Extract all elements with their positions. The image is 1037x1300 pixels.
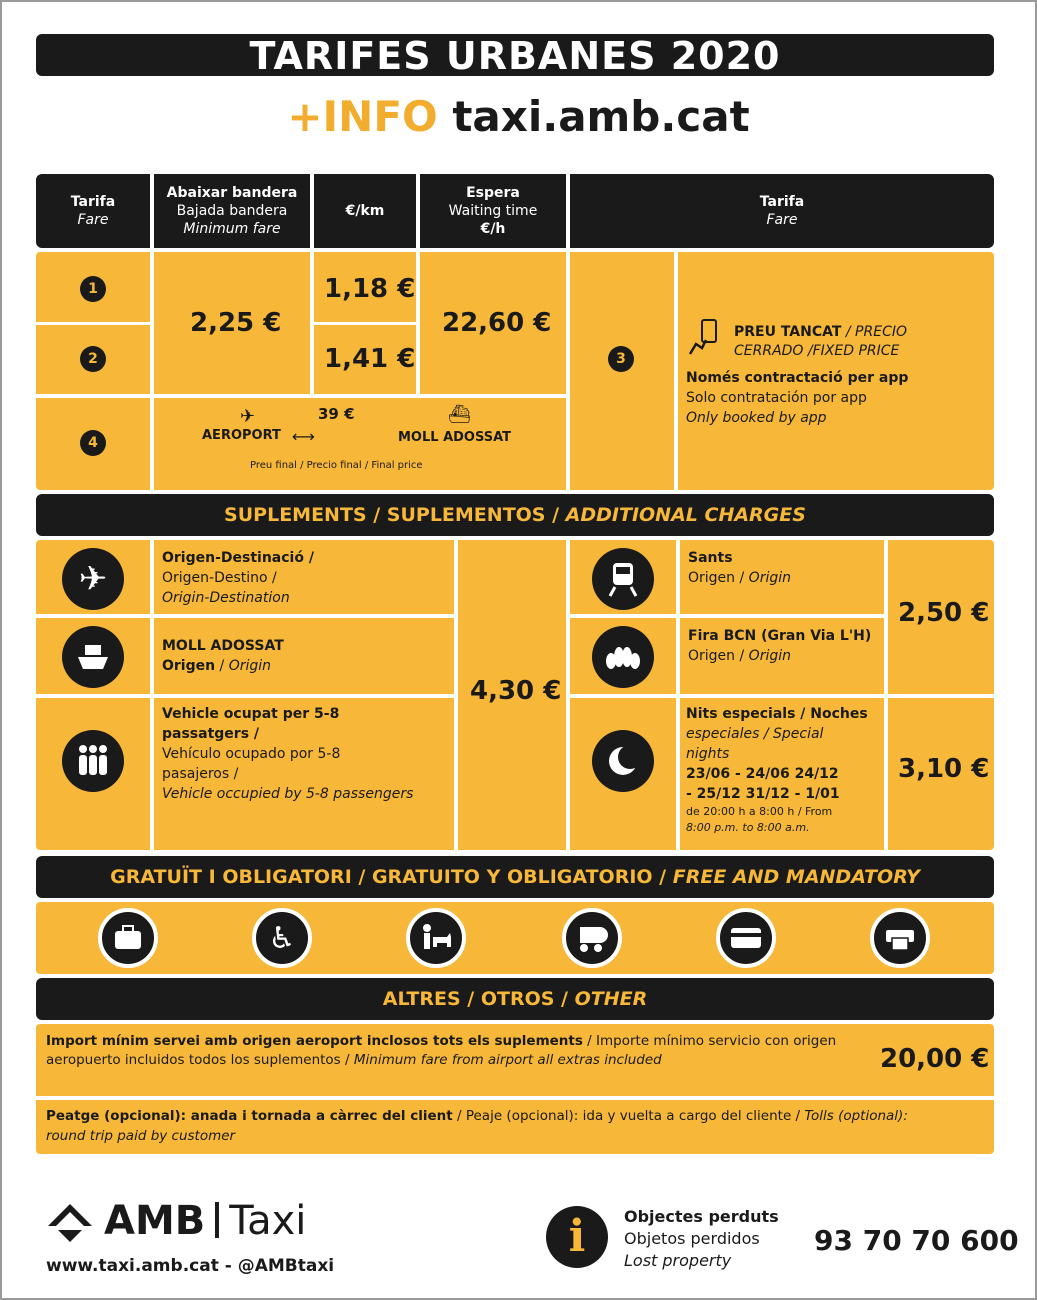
- app-only-en: Only booked by app: [686, 410, 827, 426]
- stroller-icon: [562, 908, 622, 968]
- supplement-price-right-2: 3,10 €: [898, 754, 990, 784]
- divider: [36, 614, 454, 618]
- footer-web-link[interactable]: www.taxi.amb.cat - @AMBtaxi: [46, 1256, 335, 1276]
- airplane-icon: ✈: [62, 548, 124, 610]
- fare-number-4: 4: [80, 430, 106, 456]
- page-title: TARIFES URBANES 2020: [36, 34, 994, 76]
- km-price-1: 1,18 €: [324, 274, 416, 304]
- nits-supplement: Nits especials / Noches especiales / Special nights 23/06 - 24/06 24/12 - 25/12 31/12 - 1/01: [686, 706, 868, 802]
- wheelchair-icon: ♿: [252, 908, 312, 968]
- divider: [570, 694, 994, 698]
- final-price-label: Preu final / Precio final / Final price: [250, 460, 423, 471]
- divider: [454, 540, 458, 850]
- divider: [570, 614, 884, 618]
- other-bar: ALTRES / OTROS / OTHER: [36, 978, 994, 1020]
- divider: [36, 394, 566, 398]
- group-passengers-icon: [62, 730, 124, 792]
- divider: [36, 322, 150, 325]
- card-icon: [716, 908, 776, 968]
- amb-logo: AMB Taxi: [104, 1198, 307, 1244]
- fare-number-1: 1: [80, 276, 106, 302]
- ship-icon: ⛴: [448, 404, 471, 425]
- header-bandera: Abaixar bandera Bajada bandera Minimum fare: [154, 174, 310, 248]
- info-plus: +INFO: [287, 92, 438, 141]
- airport-fixed-price: 39 €: [318, 405, 355, 423]
- tolls-text: Peatge (opcional): anada i tornada a càrrec del client / Peaje (opcional): ida y vuelta a cargo del cliente / Tolls (optional): round trip paid by customer: [46, 1108, 908, 1144]
- bandera-price: 2,25 €: [190, 308, 282, 338]
- suitcase-icon: [98, 908, 158, 968]
- moon-icon: [592, 730, 654, 792]
- receipt-printer-icon: [870, 908, 930, 968]
- header-espera: Espera Waiting time €/h: [420, 174, 566, 248]
- free-mandatory-block: [36, 902, 994, 974]
- sants-supplement: Sants Origen / Origin: [688, 550, 791, 586]
- supplement-price-left: 4,30 €: [470, 676, 562, 706]
- airport-supplement: Origen-Destinació / Origen-Destino / Origin-Destination: [162, 550, 314, 606]
- app-only-es: Solo contratación por app: [686, 390, 867, 406]
- header-tarifa-3: Tarifa Fare: [570, 174, 994, 248]
- espera-price: 22,60 €: [442, 308, 552, 338]
- fixed-price-label: PREU TANCAT / PRECIO: [734, 324, 907, 340]
- phone-number[interactable]: 93 70 70 600: [814, 1224, 1019, 1257]
- suplements-bar: SUPLEMENTS / SUPLEMENTOS / ADDITIONAL CHARGES: [36, 494, 994, 536]
- double-arrow-icon: ⟷: [292, 427, 315, 446]
- info-icon: i: [546, 1206, 608, 1268]
- divider: [566, 252, 570, 490]
- nits-hours: de 20:00 h a 8:00 h / From 8:00 p.m. to 8:00 a.m.: [686, 805, 833, 834]
- app-only-ca: Només contractació per app: [686, 370, 909, 386]
- cruise-ship-icon: [62, 626, 124, 688]
- fira-pavilion-icon: [592, 626, 654, 688]
- info-line: [0, 92, 1037, 141]
- train-icon: [592, 548, 654, 610]
- divider: [36, 694, 454, 698]
- divider: [416, 252, 420, 394]
- vehicle-supplement: Vehicle ocupat per 5-8 passatgers / Vehículo ocupado por 5-8 pasajeros / Vehicle occupied by 5-8 passengers: [162, 706, 414, 802]
- divider: [36, 1096, 994, 1100]
- free-mandatory-bar: GRATUÏT I OBLIGATORI / GRATUITO Y OBLIGATORIO / FREE AND MANDATORY: [36, 856, 994, 898]
- amb-logo-icon: [44, 1200, 96, 1246]
- header-km: €/km: [314, 174, 416, 248]
- moll-label: MOLL ADOSSAT: [398, 430, 512, 445]
- km-price-2: 1,41 €: [324, 344, 416, 374]
- header-tarifa: Tarifa Fare: [36, 174, 150, 248]
- minimum-fare-text: Import mínim servei amb origen aeroport inclosos tots els suplements / Importe mínimo servicio con origen aeropuerto incluidos todos los suplementos / Minimum fare from airport all extras included: [46, 1033, 837, 1068]
- minimum-fare-price: 20,00 €: [880, 1044, 990, 1074]
- aeroport-label: AEROPORT: [202, 428, 281, 443]
- fixed-price-label-2: CERRADO /FIXED PRICE: [734, 343, 900, 359]
- fare-number-2: 2: [80, 346, 106, 372]
- divider: [150, 252, 154, 394]
- moll-supplement: MOLL ADOSSAT Origen / Origin: [162, 638, 284, 674]
- guide-dog-icon: [406, 908, 466, 968]
- divider: [674, 252, 678, 490]
- info-url[interactable]: taxi.amb.cat: [452, 92, 750, 141]
- lost-property: Objectes perduts Objetos perdidos Lost property: [624, 1207, 779, 1270]
- divider: [314, 322, 416, 325]
- plane-icon: ✈: [240, 406, 256, 427]
- fare-number-3: 3: [608, 346, 634, 372]
- phone-touch-icon: [686, 318, 724, 358]
- fira-supplement: Fira BCN (Gran Via L'H) Origen / Origin: [688, 628, 872, 664]
- supplement-price-right-1: 2,50 €: [898, 598, 990, 628]
- divider: [150, 394, 154, 490]
